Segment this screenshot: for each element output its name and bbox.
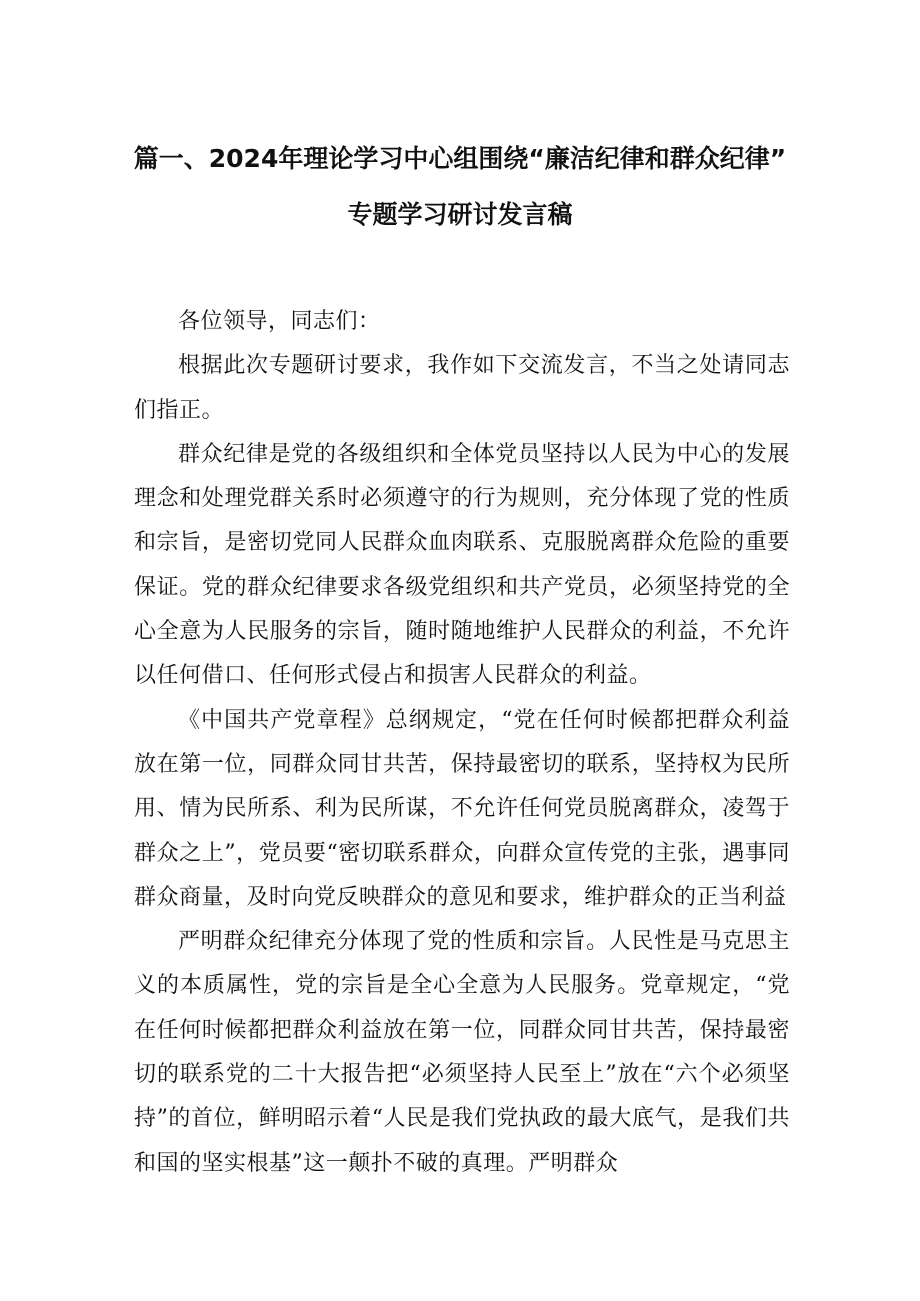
body-paragraph: 《中国共产党章程》总纲规定，“党在任何时候都把群众利益放在第一位，同群众同甘共苦，保持最密切的联系，坚持权为民所用、情为民所系、利为民所谋，不允许任何党员脱离群众，凌驾于群众之上”，党员要“密切联系群众，向群众宣传党的主张，遇事同群众商量，及时向党反映群众的意见和要求，维护群众的正当利益 xyxy=(134,707,790,910)
document-title-line-1: 篇一、2024年理论学习中心组围绕“廉洁纪律和群众纪律” xyxy=(133,144,787,173)
document-body xyxy=(134,300,790,1186)
intro-paragraph: 根据此次专题研讨要求，我作如下交流发言，不当之处请同志们指正。 xyxy=(134,353,790,423)
salutation-paragraph: 各位领导，同志们： xyxy=(178,309,381,334)
body-paragraph: 群众纪律是党的各级组织和全体党员坚持以人民为中心的发展理念和处理党群关系时必须遵守的行为规则，充分体现了党的性质和宗旨，是密切党同人民群众血肉联系、克服脱离群众危险的重要保证。党的群众纪律要求各级党组织和共产党员，必须坚持党的全心全意为人民服务的宗旨，随时随地维护人民群众的利益，不允许以任何借口、任何形式侵占和损害人民群众的利益。 xyxy=(134,441,790,689)
body-paragraph: 严明群众纪律充分体现了党的性质和宗旨。人民性是马克思主义的本质属性，党的宗旨是全心全意为人民服务。党章规定，“党在任何时候都把群众利益放在第一位，同群众同甘共苦，保持最密切的联系党的二十大报告把“必须坚持人民至上”放在“六个必须坚持”的首位，鲜明昭示着“人民是我们党执政的最大底气，是我们共和国的坚实根基”这一颠扑不破的真理。严明群众 xyxy=(134,929,790,1176)
document-title-line-2: 专题学习研讨发言稿 xyxy=(347,200,573,229)
